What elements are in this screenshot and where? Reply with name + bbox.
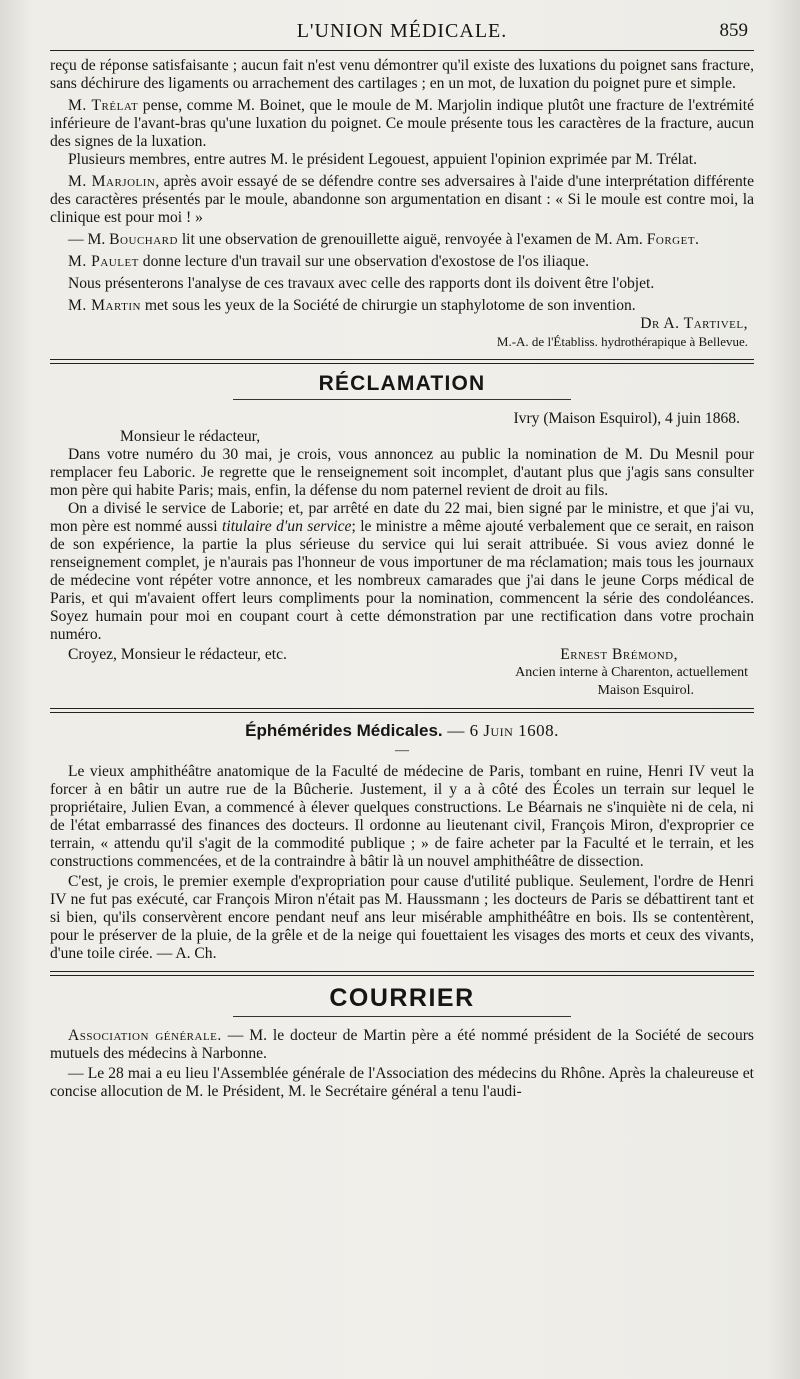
- paragraph: [50, 500, 754, 644]
- society-report: [50, 57, 754, 351]
- reclamation-letter: [50, 410, 754, 700]
- signer-title: Maison Esquirol.: [597, 683, 694, 698]
- journal-title: L'UNION MÉDICALE.: [296, 20, 508, 42]
- letter-closing-line: [50, 646, 754, 664]
- paragraph: C'est, je crois, le premier exemple d'expropriation pour cause d'utilité publique. Seulement, l'ordre de Henri IV ne fut pas exécuté, car François Miron n'était pas M. Haussmann ; les docteurs de Paris se débattirent tant et si bien, qu'ils conservèrent encore pendant neuf ans leur misérable amphithéâtre en bois. Ils se contentèrent, pour le préserver de la pluie, de la grêle et de la neige qui fouettaient les visages des morts et ceux des vivants, d'une toile cirée. — A. Ch.: [50, 873, 754, 962]
- speaker-name: M. Martin: [68, 297, 141, 314]
- paragraph: Dans votre numéro du 30 mai, je crois, vous annoncez au public la nomination de M. Du Mesnil pour remplacer feu Laboric. Je regrette que le renseignement soit incomplet, d'autant plus que j'agis sans consulter mon père qui habite Paris; mais, enfin, la défense du nom paternel revient de droit au fils.: [50, 446, 754, 499]
- signer-title: Ancien interne à Charenton, actuellement: [515, 665, 748, 680]
- paragraph-text: donne lecture d'un travail sur une observation d'exostose de l'os iliaque.: [138, 253, 590, 270]
- letter-closing: Croyez, Monsieur le rédacteur, etc.: [68, 646, 287, 663]
- page-number: 859: [719, 20, 748, 41]
- section-title-ephemerides: [50, 721, 754, 741]
- section-title-reclamation: RÉCLAMATION: [318, 372, 486, 395]
- paragraph-text: , après avoir essayé de se défendre contre ses adversaires à l'aide d'une interprétation différente des caractères présentés par le moule, abandonne son argumentation en disant : « Si le moule est contre moi, la clinique est pour moi ! »: [50, 173, 754, 226]
- paragraph: reçu de réponse satisfaisante ; aucun fait n'est venu démontrer qu'il existe des luxations du poignet sans fracture, sans déchirure des ligaments ou arrachement des cartilages ; en un mot, de luxation du poignet pure et simple.: [50, 57, 754, 92]
- paragraph: [50, 253, 754, 271]
- ephemerides-heading: Éphémérides Médicales.: [245, 721, 443, 740]
- paragraph: Le vieux amphithéâtre anatomique de la Faculté de médecine de Paris, tombant en ruine, Henri IV veut la forcer à en bâtir un autre rue de la Bûcherie. Justement, il y a à côté des Écoles un terrain sur lequel le propriétaire, Julien Evan, a commencé à élever quelques constructions. Le Béarnais ne s'inquiète ni de cela, ni de l'état embarrassé des finances des docteurs. Il ordonne au lieutenant civil, François Miron, d'exproprier ce terrain, « attendu qu'il s'agit de la commodité publique ; » de faire acheter par la Faculté et le terrain, et les constructions commencées, et de la contraindre à bâtir là un nouvel amphithéâtre de dissection.: [50, 763, 754, 870]
- paragraph: [50, 297, 754, 315]
- running-head: [50, 16, 754, 50]
- period: .: [695, 231, 699, 248]
- paragraph: Plusieurs membres, entre autres M. le président Legouest, appuient l'opinion exprimée par M. Trélat.: [68, 151, 698, 168]
- section-title-courrier: COURRIER: [329, 984, 475, 1012]
- paragraph: — Le 28 mai a eu lieu l'Assemblée générale de l'Association des médecins du Rhône. Après la chaleureuse et concise allocution de M. le Président, M. le Secrétaire général a tenu l'audi-: [50, 1065, 754, 1100]
- ephemerides-date: — 6 Juin 1608.: [442, 721, 559, 740]
- letter-dateline: Ivry (Maison Esquirol), 4 juin 1868.: [513, 410, 740, 427]
- paragraph-text: On a divisé le service de Laborie; et, par arrêté en date du 22 mai, bien signé par le ministre, et que j'ai vu, mon père est nommé aussi: [50, 500, 754, 535]
- speaker-name: M. Paulet: [68, 253, 139, 270]
- section-divider: [50, 708, 754, 713]
- letter-signer: Ernest Brémond,: [560, 646, 678, 663]
- ephemerides-article: [50, 763, 754, 963]
- section-divider: [50, 359, 754, 364]
- speaker-name: M. Trélat: [68, 97, 139, 114]
- author-signature: [50, 315, 754, 333]
- title-underline: [233, 399, 571, 400]
- speaker-name: M. Marjolin: [68, 173, 156, 190]
- courrier-news: [50, 1027, 754, 1101]
- person-name: Forget: [646, 231, 696, 248]
- title-underline: [233, 1016, 571, 1017]
- paragraph: Nous présenterons l'analyse de ces travaux avec celle des rapports dont ils doivent être l'objet.: [68, 275, 655, 292]
- speaker-name: Bouchard: [109, 231, 178, 248]
- italic-phrase: titulaire d'un service: [222, 518, 352, 535]
- header-rule: [50, 50, 754, 51]
- small-dash: —: [395, 743, 409, 758]
- paragraph: [50, 1027, 754, 1063]
- signature-text: Dr A. Tartivel,: [640, 315, 748, 332]
- letter-salutation: Monsieur le rédacteur,: [120, 428, 261, 445]
- author-affiliation: M.-A. de l'Établiss. hydrothérapique à Bellevue.: [496, 334, 748, 349]
- paragraph-text: met sous les yeux de la Société de chirurgie un staphylotome de son invention.: [140, 297, 636, 314]
- paragraph: [50, 173, 754, 227]
- paragraph-text: lit une observation de grenouillette aiguë, renvoyée à l'examen de M. Am.: [177, 231, 647, 248]
- section-divider: [50, 971, 754, 976]
- paragraph-text: pense, comme M. Boinet, que le moule de M. Marjolin indique plutôt une fracture de l'extrémité inférieure de l'avant-bras qu'une luxation du poignet. Ce moule présente tous les caractères de la fracture, aucun des signes de la luxation.: [50, 97, 755, 150]
- paragraph-text: — M. le docteur de Martin père a été nommé président de la Société de secours mutuels des médecins à Narbonne.: [50, 1027, 755, 1062]
- paragraph: [50, 231, 754, 249]
- news-lead: Association générale.: [68, 1027, 222, 1044]
- dash-prefix: — M.: [68, 231, 110, 248]
- paragraph: [50, 97, 754, 151]
- paragraph-text: ; le ministre a même ajouté verbalement que ce serait, en raison de son expérience, la partie la plus sérieuse du service qui lui serait attribuée. Si vous aviez donné le renseignement complet, je n'aurais pas l'honneur de vous importuner de ma réclamation; mais tous les journaux de médecine vont répéter votre annonce, et les nombreux camarades que j'ai dans le jeune Corps médical de Paris, et qui m'avaient offert leurs compliments pour la nomination, commencent la série des condoléances. Soyez humain pour moi en coupant court à cette démonstration par une rectification dans votre prochain numéro.: [50, 518, 754, 643]
